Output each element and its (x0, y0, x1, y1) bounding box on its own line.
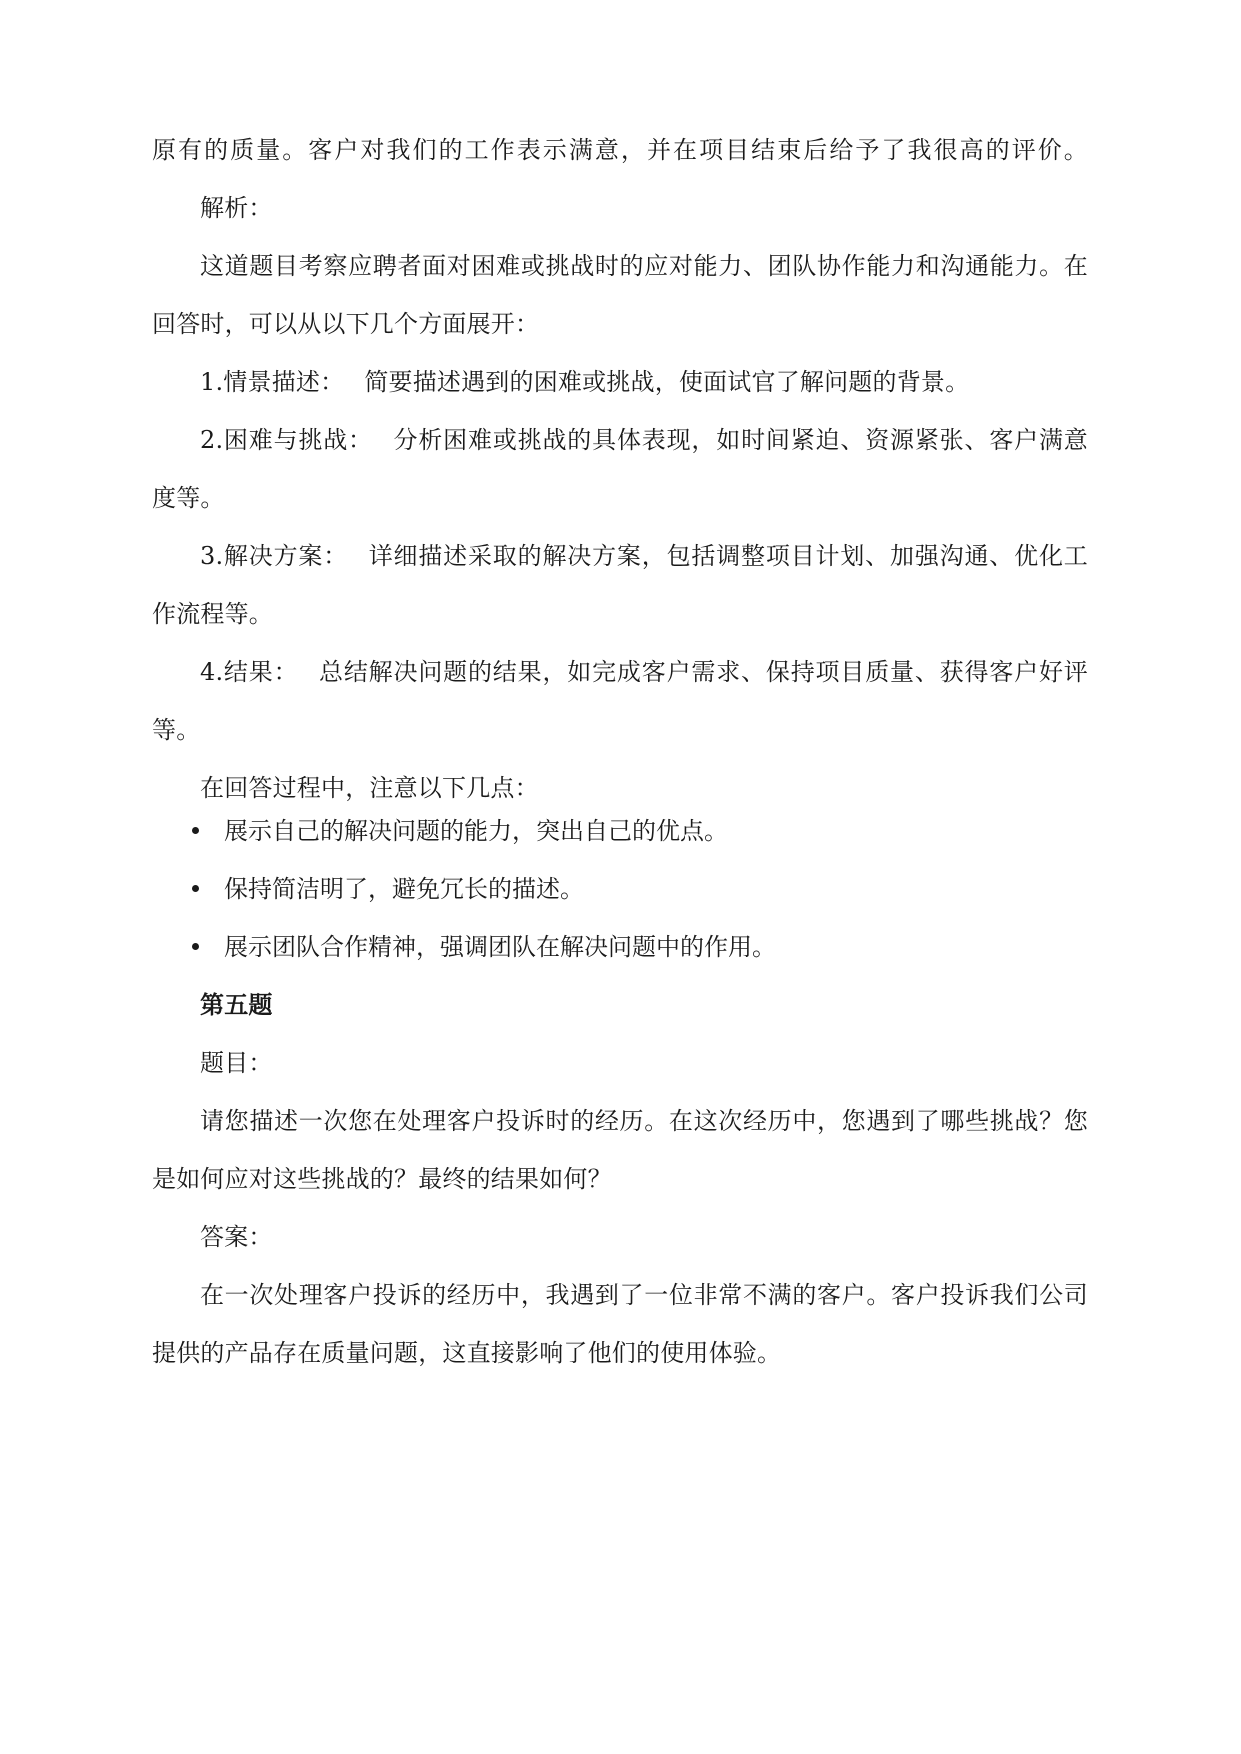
numbered-item-label: 2.困难与挑战： (200, 426, 373, 454)
paragraph-line: 提供的产品存在质量问题，这直接影响了他们的使用体验。 (152, 1339, 782, 1367)
list-item: 展示自己的解决问题的能力，突出自己的优点。 (224, 817, 728, 845)
numbered-item-label: 3.解决方案： (200, 542, 349, 570)
numbered-item-label: 1.情景描述： (200, 368, 345, 396)
paragraph-line: 请您描述一次您在处理客户投诉时的经历。在这次经历中，您遇到了哪些挑战？您 (200, 1107, 1088, 1135)
paragraph-line: 是如何应对这些挑战的？最终的结果如何？ (152, 1165, 612, 1193)
paragraph-line: 度等。 (152, 484, 225, 512)
bullet-dot-icon (192, 885, 199, 892)
bullet-dot-icon (192, 943, 199, 950)
paragraph-line: 在一次处理客户投诉的经历中，我遇到了一位非常不满的客户。客户投诉我们公司 (200, 1281, 1088, 1309)
paragraph-line: 这道题目考察应聘者面对困难或挑战时的应对能力、团队协作能力和沟通能力。在 (200, 252, 1088, 280)
paragraph-line: 原有的质量。客户对我们的工作表示满意，并在项目结束后给予了我很高的评价。 (152, 136, 1088, 164)
paragraph-line: 作流程等。 (152, 600, 273, 628)
numbered-item-1 (200, 367, 969, 397)
paragraph-line: 在回答过程中，注意以下几点： (200, 774, 539, 802)
numbered-item-text: 总结解决问题的结果，如完成客户需求、保持项目质量、获得客户好评 (318, 658, 1088, 686)
paragraph-line: 回答时，可以从以下几个方面展开： (152, 310, 540, 338)
list-item: 保持简洁明了，避免冗长的描述。 (224, 875, 584, 903)
numbered-item-2 (200, 425, 1088, 455)
numbered-item-3 (200, 541, 1088, 571)
section-heading: 第五题 (200, 990, 273, 1019)
bullet-dot-icon (192, 827, 199, 834)
numbered-item-text: 分析困难或挑战的具体表现，如时间紧迫、资源紧张、客户满意 (392, 426, 1089, 454)
numbered-item-text: 详细描述采取的解决方案，包括调整项目计划、加强沟通、优化工 (368, 542, 1088, 570)
numbered-item-4 (200, 657, 1088, 687)
paragraph-line: 等。 (152, 716, 201, 744)
section-label-answer: 答案： (200, 1223, 273, 1251)
numbered-item-text: 简要描述遇到的困难或挑战，使面试官了解问题的背景。 (364, 368, 970, 396)
section-label-analysis: 解析： (200, 194, 273, 222)
section-label-question: 题目： (200, 1049, 273, 1077)
list-item: 展示团队合作精神，强调团队在解决问题中的作用。 (224, 933, 776, 961)
numbered-item-label: 4.结果： (200, 658, 299, 686)
